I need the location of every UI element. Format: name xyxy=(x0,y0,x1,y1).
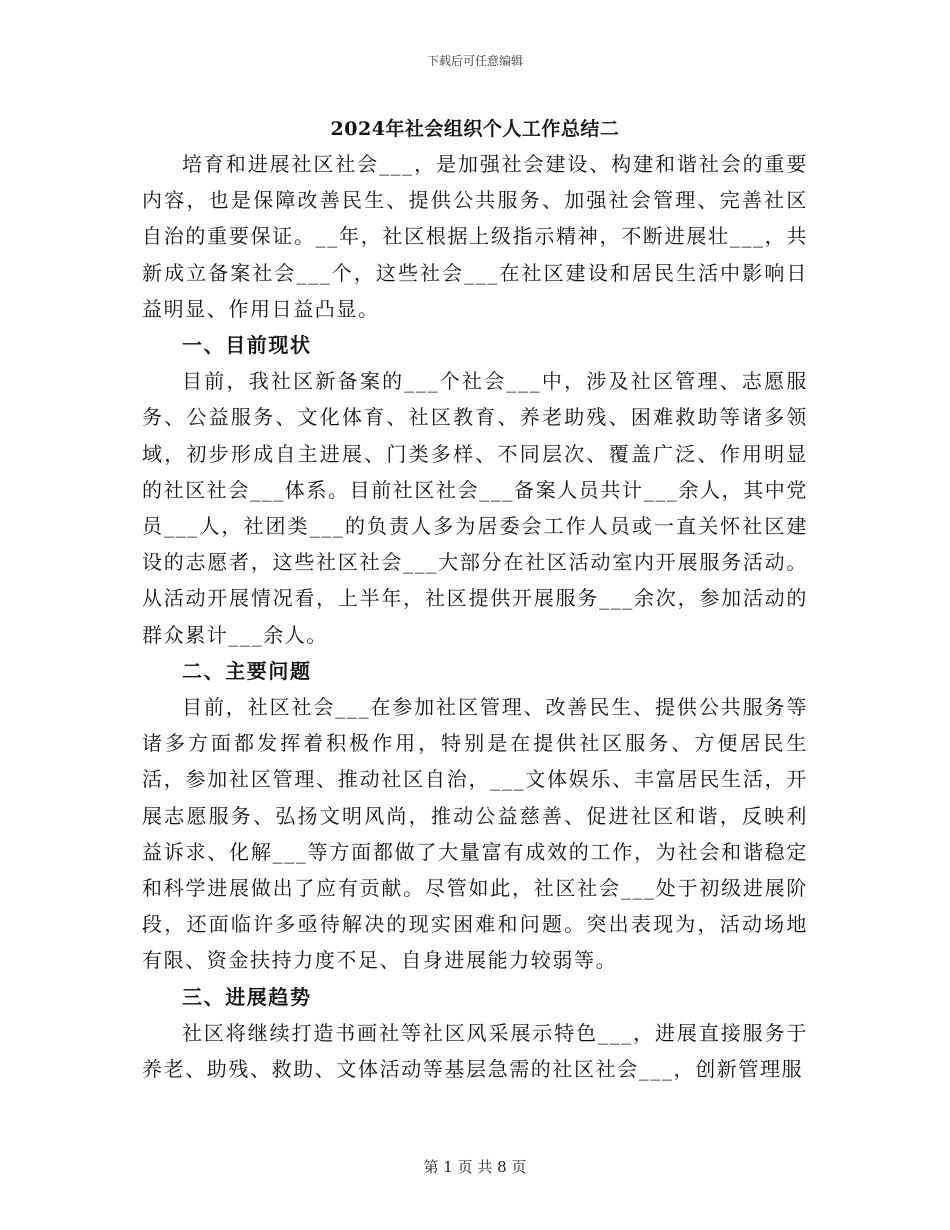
section-heading-current-status: 一、目前现状 xyxy=(182,333,312,358)
intro-paragraph: 培育和进展社区社会___，是加强社会建设、构建和谐社会的重要内容，也是保障改善民生、提供公共服务、加强社会管理、完善社区自治的重要保证。__年，社区根据上级指示精神，不断进展壮___，共新成立备案社会___个，这些社会___在社区建设和居民生活中影响日益明显、作用日益凸显。 xyxy=(142,152,808,321)
header-note: 下载后可任意编辑 xyxy=(426,54,523,68)
section-body-development-trend: 社区将继续打造书画社等社区风采展示特色___，进展直接服务于养老、助残、救助、文体活动等基层急需的社区社会___，创新管理服 xyxy=(142,1020,808,1082)
section-body-current-status: 目前，我社区新备案的___个社会___中，涉及社区管理、志愿服务、公益服务、文化体育、社区教育、养老助残、困难救助等诸多领域，初步形成自主进展、门类多样、不同层次、覆盖广泛、作用明显的社区社会___体系。目前社区社会___备案人员共计___余人，其中党员___人，社团类___的负责人多为居委会工作人员或一直关怀社区建设的志愿者，这些社区社会___大部分在社区活动室内开展服务活动。从活动开展情况看，上半年，社区提供开展服务___余次，参加活动的群众累计___余人。 xyxy=(142,369,808,647)
section-heading-main-problems: 二、主要问题 xyxy=(182,658,312,683)
page-title: 2024年社会组织个人工作总结二 xyxy=(330,118,620,140)
document-body xyxy=(142,146,808,1087)
page-number-footer: 第 1 页 共 8 页 xyxy=(423,1158,527,1176)
section-heading-development-trend: 三、进展趋势 xyxy=(182,984,312,1009)
section-body-main-problems: 目前，社区社会___在参加社区管理、改善民生、提供公共服务等诸多方面都发挥着积极作用，特别是在提供社区服务、方便居民生活，参加社区管理、推动社区自治，___文体娱乐、丰富居民生活，开展志愿服务、弘扬文明风尚，推动公益慈善、促进社区和谐，反映利益诉求、化解___等方面都做了大量富有成效的工作，为社会和谐稳定和科学进展做出了应有贡献。尽管如此，社区社会___处于初级进展阶段，还面临许多亟待解决的现实困难和问题。突出表现为，活动场地有限、资金扶持力度不足、自身进展能力较弱等。 xyxy=(142,695,808,973)
